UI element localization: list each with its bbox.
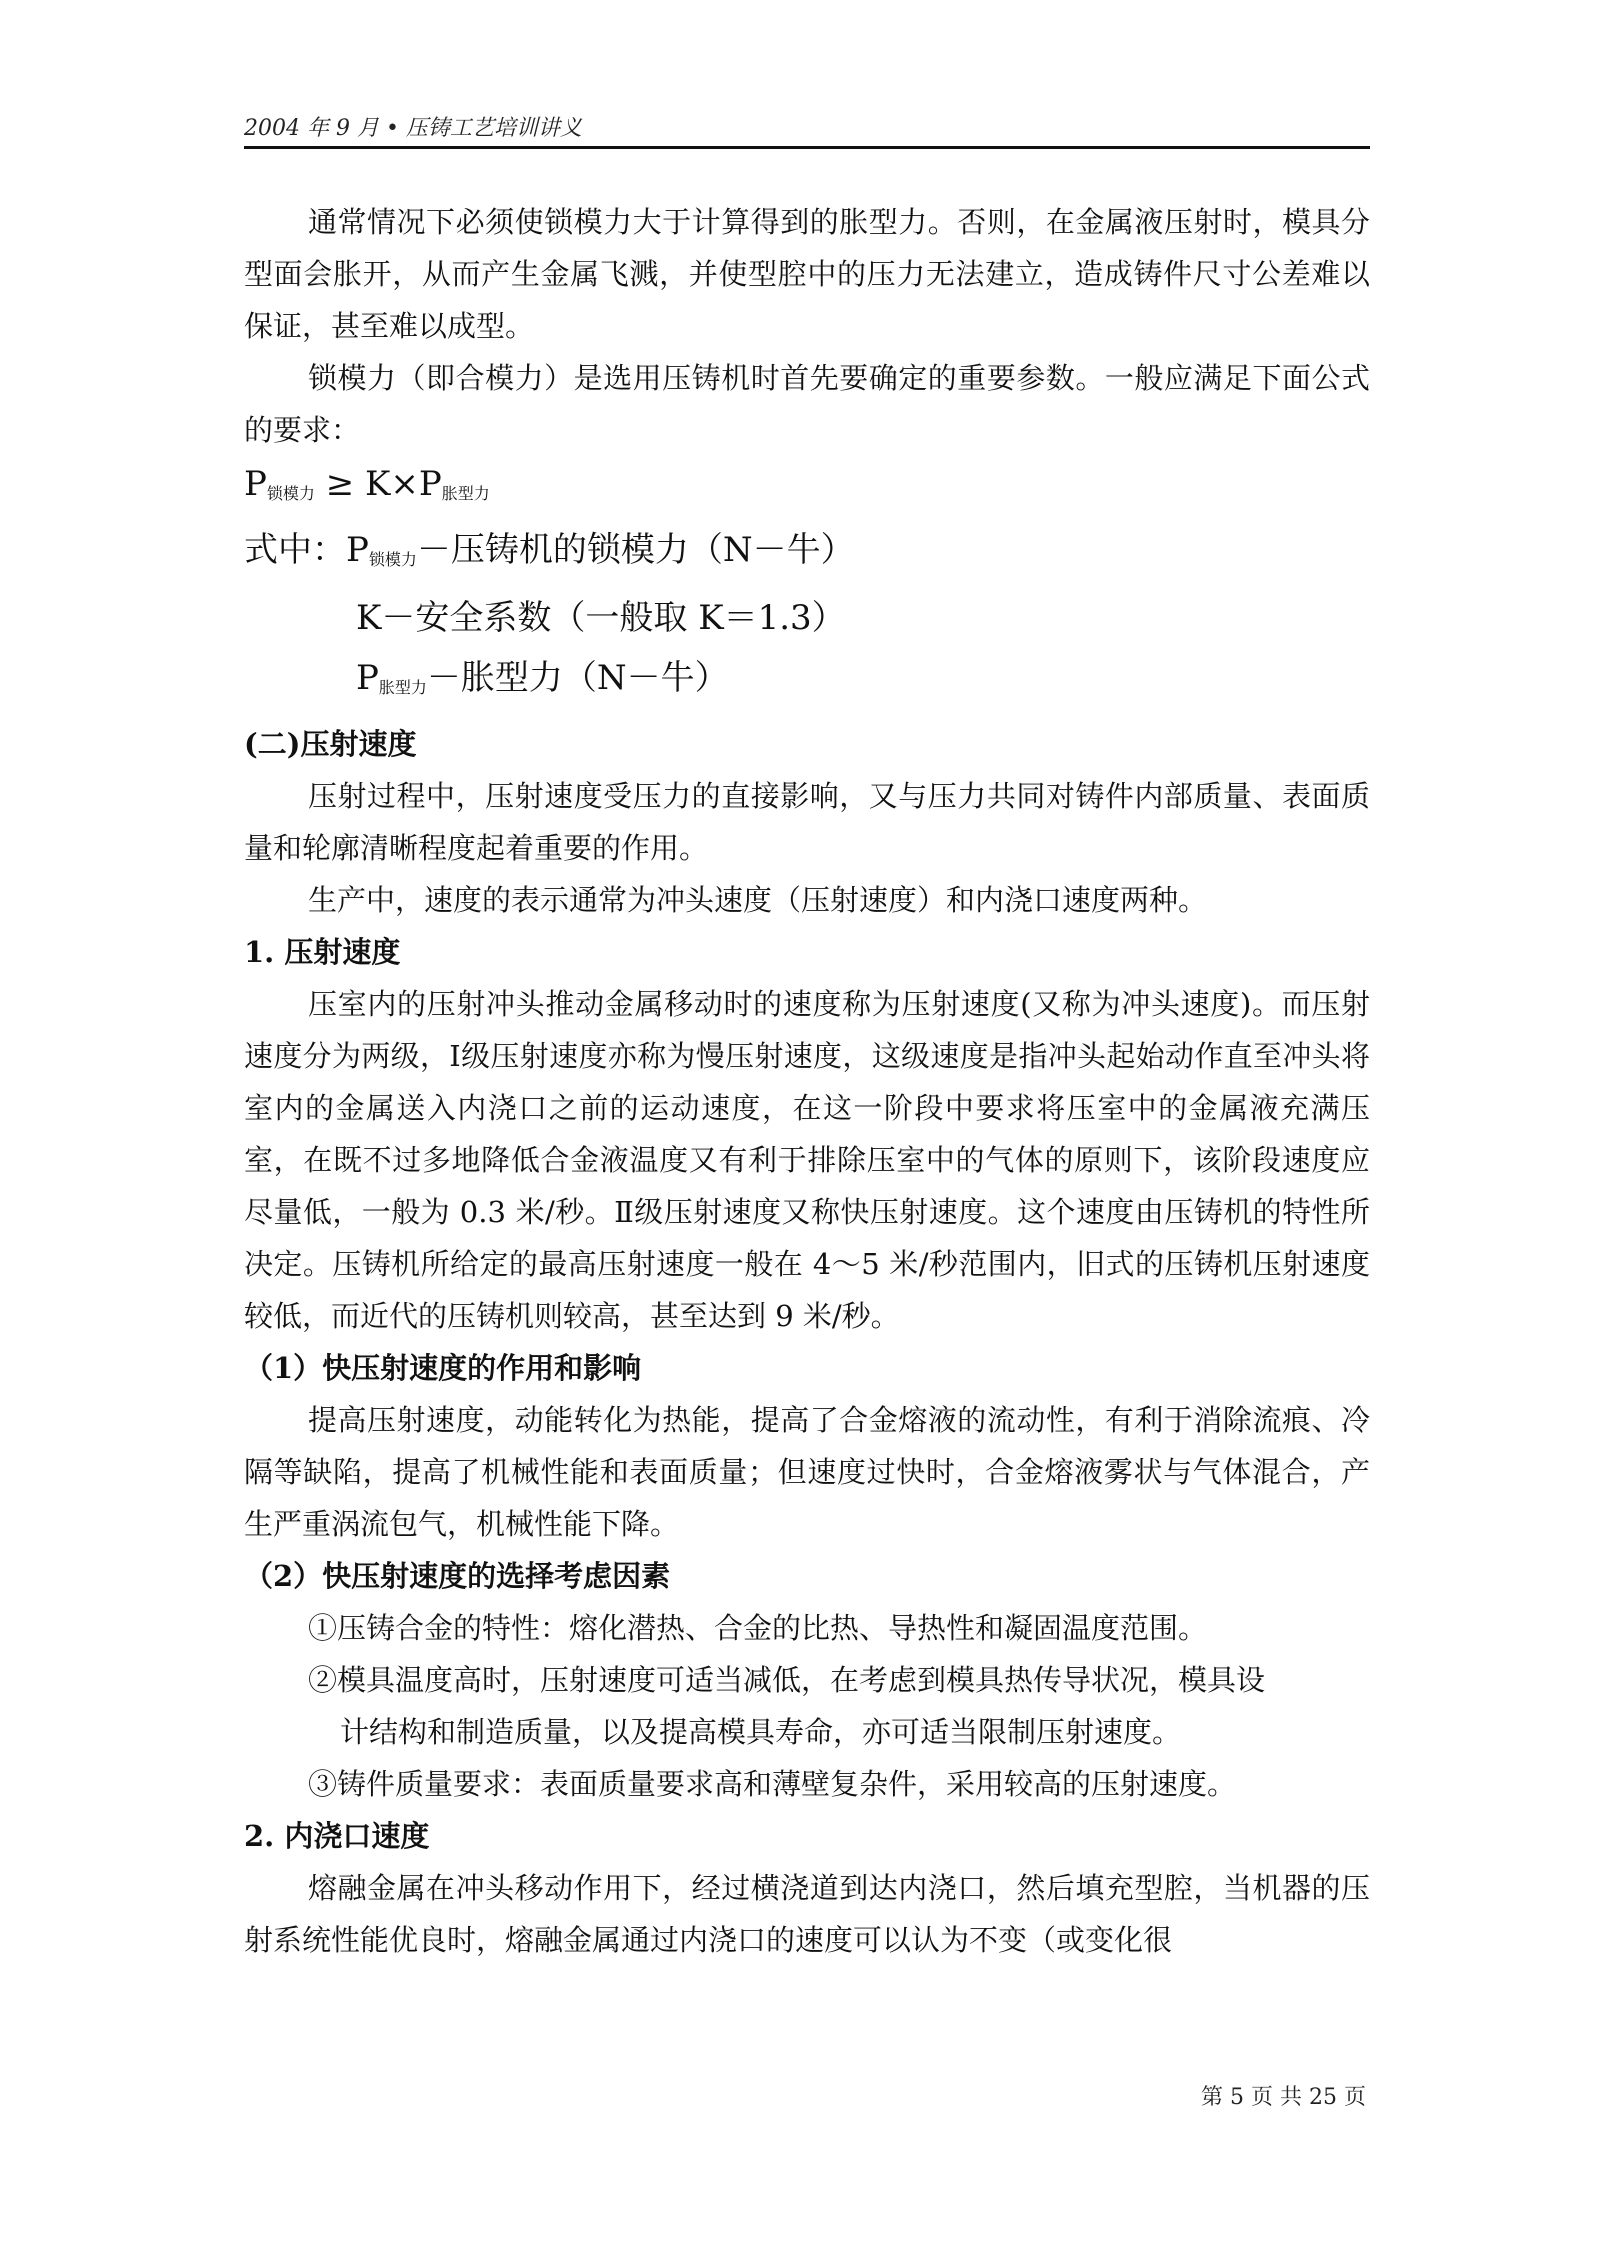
list-item: ③铸件质量要求：表面质量要求高和薄壁复杂件，采用较高的压射速度。	[308, 1767, 1237, 1801]
paragraph: 熔融金属在冲头移动作用下，经过横浇道到达内浇口，然后填充型腔，当机器的压射系统性能优良时，熔融金属通过内浇口的速度可以认为不变（或变化很	[244, 1871, 1370, 1957]
subsection-heading: 1. 压射速度	[244, 935, 401, 969]
formula-coef-line: K－安全系数（一般取 K＝1.3）	[356, 598, 846, 638]
formula-where-line: 式中：$P_{锁模力}-$压铸机的锁模力（N－牛）	[244, 530, 855, 570]
subsection-heading: （1）快压射速度的作用和影响	[244, 1351, 642, 1385]
formula-expand-line: $P_{胀型力}-$胀型力（N－牛）	[356, 658, 729, 698]
formula-main: $P_{锁模力} \ge K\times P_{胀型力}$	[244, 464, 490, 504]
paragraph: 压射过程中，压射速度受压力的直接影响，又与压力共同对铸件内部质量、表面质量和轮廓清晰程度起着重要的作用。	[244, 779, 1370, 865]
list-item: ①压铸合金的特性：熔化潜热、合金的比热、导热性和凝固温度范围。	[308, 1611, 1208, 1645]
subsection-heading: 2. 内浇口速度	[244, 1819, 430, 1853]
paragraph: 生产中，速度的表示通常为冲头速度（压射速度）和内浇口速度两种。	[308, 883, 1208, 917]
list-item-continuation: 计结构和制造质量，以及提高模具寿命，亦可适当限制压射速度。	[340, 1715, 1182, 1749]
page-header: 2004 年 9 月 • 压铸工艺培训讲义	[244, 112, 1370, 149]
paragraph: 提高压射速度，动能转化为热能，提高了合金熔液的流动性，有利于消除流痕、冷隔等缺陷，提高了机械性能和表面质量；但速度过快时，合金熔液雾状与气体混合，产生严重涡流包气，机械性能下降。	[244, 1403, 1370, 1541]
paragraph: 锁模力（即合模力）是选用压铸机时首先要确定的重要参数。一般应满足下面公式的要求：	[244, 361, 1370, 447]
document-body	[244, 196, 1370, 1966]
paragraph: 压室内的压射冲头推动金属移动时的速度称为压射速度(又称为冲头速度)。而压射速度分为两级，Ⅰ级压射速度亦称为慢压射速度，这级速度是指冲头起始动作直至冲头将室内的金属送入内浇口之前的运动速度，在这一阶段中要求将压室中的金属液充满压室，在既不过多地降低合金液温度又有利于排除压室中的气体的原则下，该阶段速度应尽量低，一般为 0.3 米/秒。Ⅱ级压射速度又称快压射速度。这个速度由压铸机的特性所决定。压铸机所给定的最高压射速度一般在 4～5 米/秒范围内，旧式的压铸机压射速度较低，而近代的压铸机则较高，甚至达到 9 米/秒。	[244, 987, 1370, 1333]
list-item: ②模具温度高时，压射速度可适当减低，在考虑到模具热传导状况，模具设	[308, 1663, 1266, 1697]
page-number: 第 5 页 共 25 页	[1201, 2085, 1366, 2110]
section-heading: (二)压射速度	[244, 727, 417, 761]
paragraph: 通常情况下必须使锁模力大于计算得到的胀型力。否则，在金属液压射时，模具分型面会胀开，从而产生金属飞溅，并使型腔中的压力无法建立，造成铸件尺寸公差难以保证，甚至难以成型。	[244, 205, 1370, 343]
subsection-heading: （2）快压射速度的选择考虑因素	[244, 1559, 671, 1593]
